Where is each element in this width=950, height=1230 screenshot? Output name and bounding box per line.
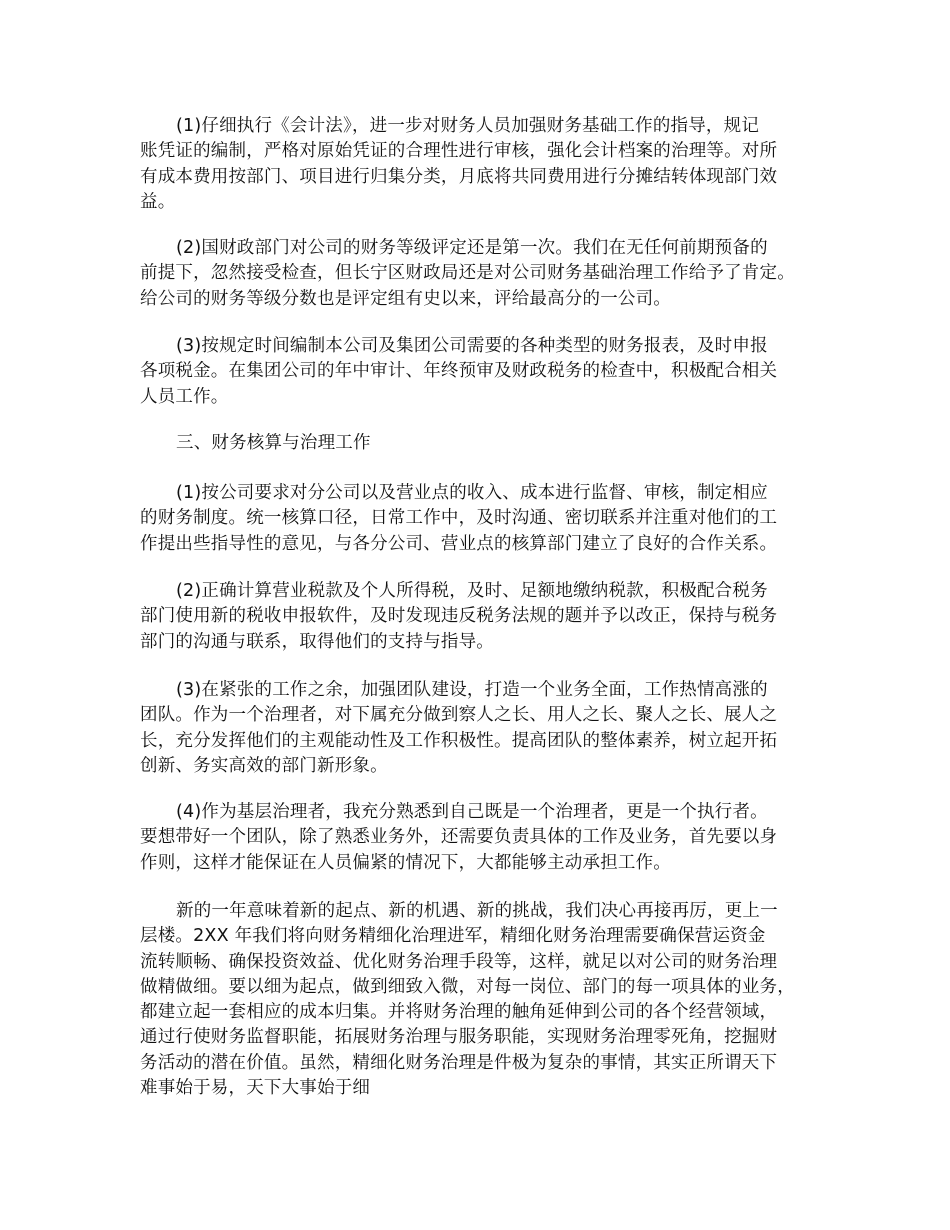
- text-line: (3)在紧张的工作之余，加强团队建设，打造一个业务全面，工作热情高涨的: [176, 680, 768, 700]
- text-line: 做精做细。要以细为起点，做到细致入微，对每一岗位、部门的每一项具体的业务，: [140, 976, 795, 997]
- text-line: 益。: [140, 191, 176, 212]
- text-line: (4)作为基层治理者，我充分熟悉到自己既是一个治理者，更是一个执行者。: [176, 802, 768, 822]
- text-line: 有成本费用按部门、项目进行归集分类，月底将共同费用进行分摊结转体现部门效: [140, 166, 778, 187]
- text-line: 部门使用新的税收申报软件，及时发现违反税务法规的题并予以改正，保持与税务: [140, 606, 778, 627]
- text-line: 团队。作为一个治理者，对下属充分做到察人之长、用人之长、聚人之长、展人之: [140, 705, 778, 726]
- text-line: 难事始于易，天下大事始于细: [140, 1078, 371, 1099]
- text-line: 给公司的财务等级分数也是评定组有史以来，评给最高分的一公司。: [140, 288, 671, 309]
- text-line: (3)按规定时间编制本公司及集团公司需要的各种类型的财务报表，及时申报: [176, 336, 768, 356]
- text-line: 部门的沟通与联系，取得他们的支持与指导。: [140, 631, 494, 652]
- text-line: 通过行使财务监督职能，拓展财务治理与服务职能，实现财务治理零死角，挖掘财: [140, 1027, 778, 1048]
- text-line: 人员工作。: [140, 386, 229, 407]
- paragraph-2: [140, 236, 830, 312]
- text-line: (1)按公司要求对分公司以及营业点的收入、成本进行监督、审核，制定相应: [176, 483, 768, 503]
- text-line: 长，充分发挥他们的主观能动性及工作积极性。提高团队的整体素养，树立起开拓: [140, 730, 778, 751]
- text-line: 务活动的潜在价值。虽然，精细化财务治理是件极为复杂的事情，其实正所谓天下: [140, 1052, 778, 1073]
- text-line: (1)仔细执行《会计法》，进一步对财务人员加强财务基础工作的指导，规记: [176, 116, 760, 136]
- text-line: 账凭证的编制，严格对原始凭证的合理性进行审核，强化会计档案的治理等。对所: [140, 141, 778, 162]
- text-line: 的财务制度。统一核算口径，日常工作中，及时沟通、密切联系并注重对他们的工: [140, 508, 778, 529]
- text-line: 都建立起一套相应的成本归集。并将财务治理的触角延伸到公司的各个经营领域，: [140, 1002, 778, 1023]
- text-line: (2)国财政部门对公司的财务等级评定还是第一次。我们在无任何前期预备的: [176, 238, 768, 258]
- text-line: 新的一年意味着新的起点、新的机遇、新的挑战，我们决心再接再厉，更上一: [176, 901, 778, 921]
- text-line: 要想带好一个团队，除了熟悉业务外，还需要负责具体的工作及业务，首先要以身: [140, 827, 778, 848]
- paragraph-1: [140, 114, 830, 215]
- text-line: 作提出些指导性的意见，与各分公司、营业点的核算部门建立了良好的合作关系。: [140, 533, 778, 554]
- text-line: (2)正确计算营业税款及个人所得税，及时、足额地缴纳税款，积极配合税务: [176, 581, 768, 601]
- text-line: 层楼。2XX 年我们将向财务精细化治理进军，精细化财务治理需要确保营运资金: [140, 926, 766, 947]
- paragraph-7: [140, 800, 830, 876]
- paragraph-4: [140, 481, 830, 557]
- section-heading: [140, 431, 830, 456]
- paragraph-3: [140, 334, 830, 410]
- text-line: 各项税金。在集团公司的年中审计、年终预审及财政税务的检查中，积极配合相关: [140, 361, 778, 382]
- text-line: 作则，这样才能保证在人员偏紧的情况下，大都能够主动承担工作。: [140, 852, 671, 873]
- paragraph-6: [140, 678, 830, 779]
- text-line: 流转顺畅、确保投资效益、优化财务治理手段等，这样，就足以对公司的财务治理: [140, 951, 778, 972]
- heading-text: 三、财务核算与治理工作: [176, 433, 371, 453]
- paragraph-5: [140, 579, 830, 655]
- text-line: 前提下，忽然接受检查，但长宁区财政局还是对公司财务基础治理工作给予了肯定。: [140, 263, 795, 284]
- paragraph-8: [140, 899, 830, 1101]
- text-line: 创新、务实高效的部门新形象。: [140, 755, 388, 776]
